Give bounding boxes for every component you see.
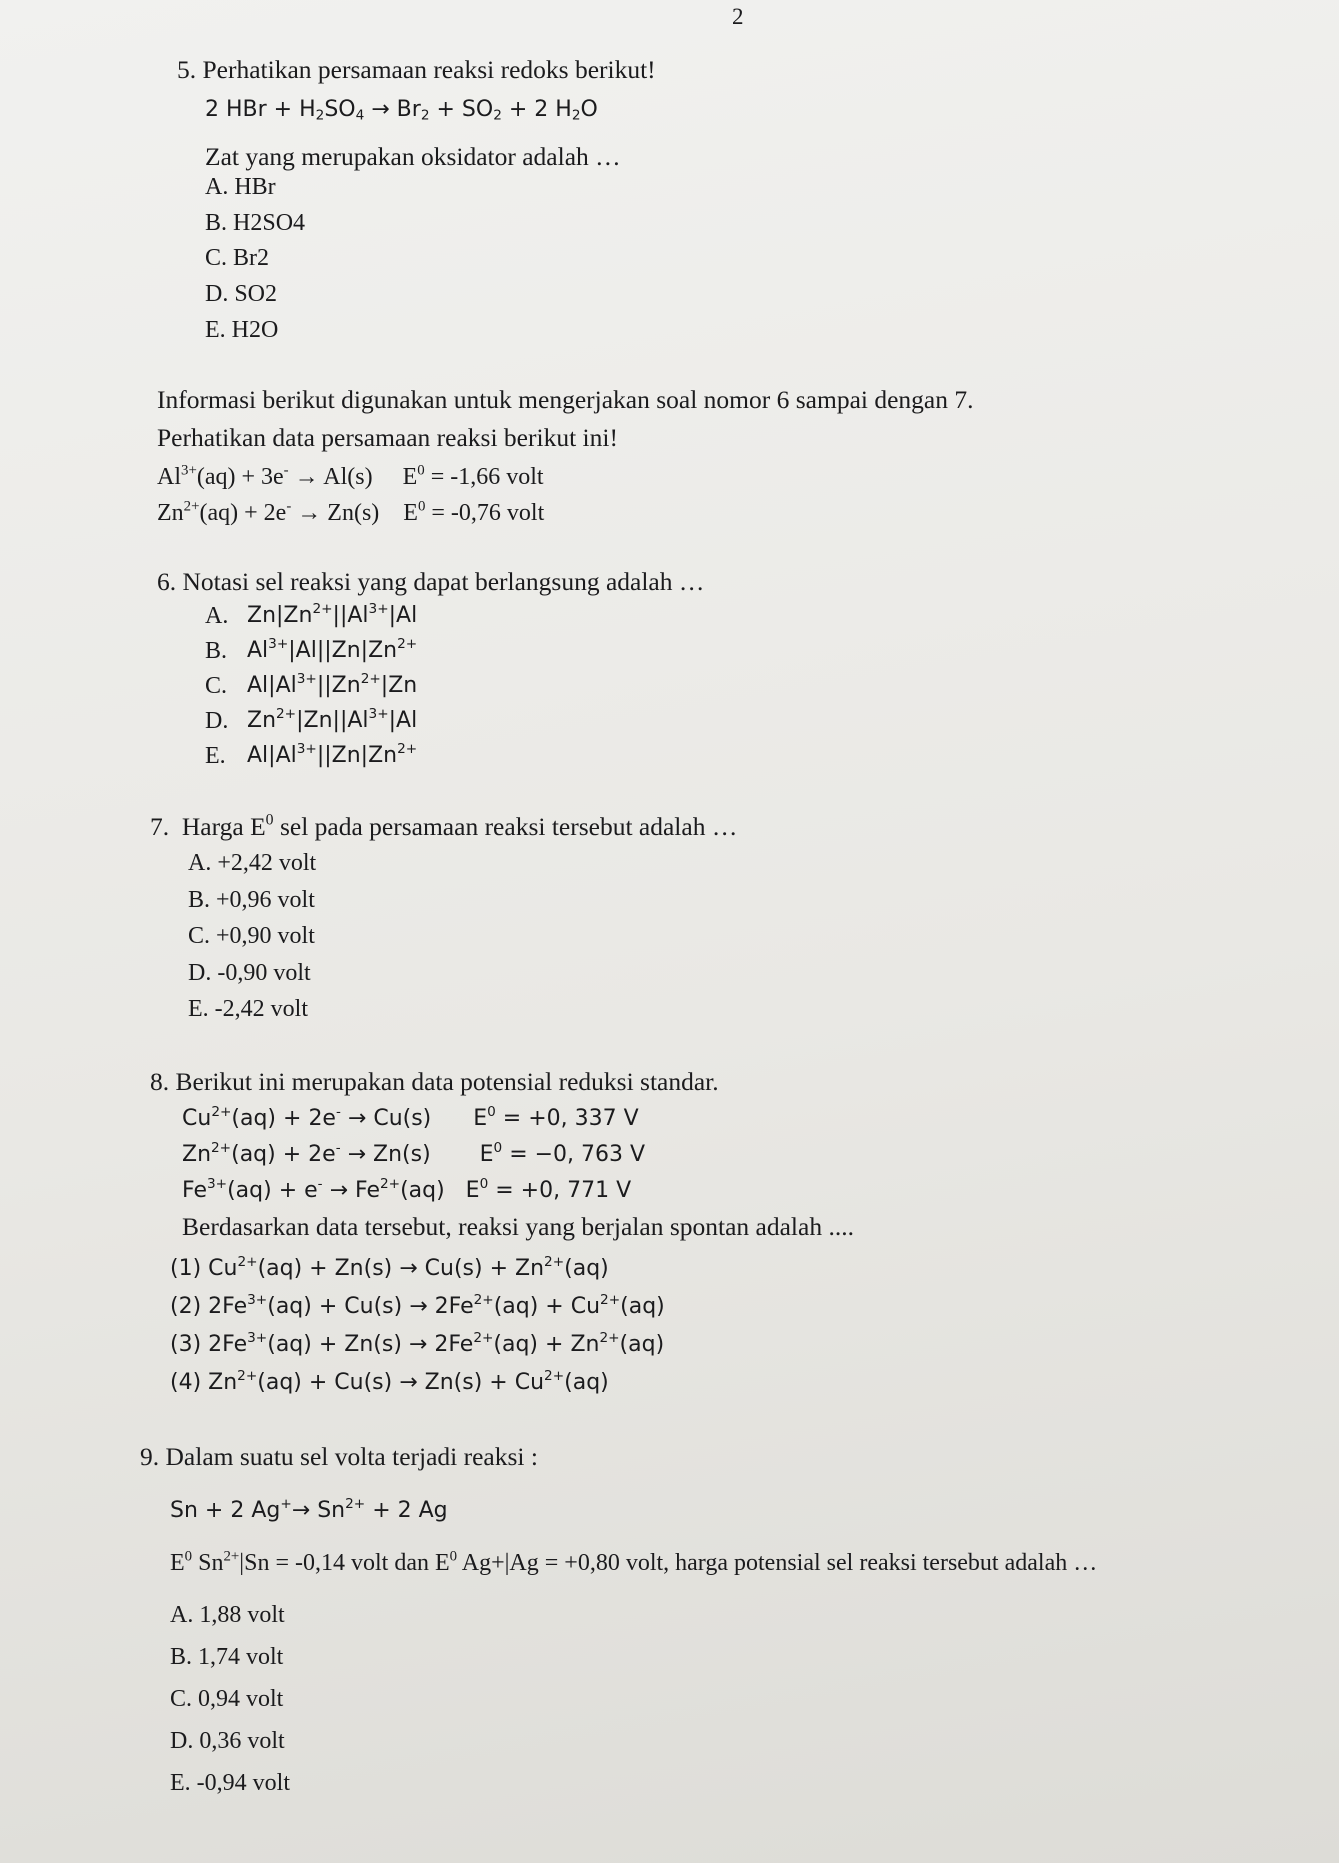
- q9-option-e[interactable]: E. -0,94 volt: [170, 1770, 290, 1796]
- q9-option-a[interactable]: A. 1,88 volt: [170, 1602, 285, 1628]
- q6-letter-a: A.: [205, 603, 229, 629]
- q6-letter-b: B.: [205, 638, 228, 664]
- info-equation-al: $Al^{3+}(aq) + 3e^- \to Al(s)$ $E^0 = -1,66$ volt: [157, 462, 544, 490]
- q8-item-4: (4) $Zn^{2+}(aq) + Cu(s) \to Zn(s) + Cu^{2+}(aq)$: [170, 1368, 609, 1395]
- info-line-2: Perhatikan data persamaan reaksi berikut ini!: [157, 423, 618, 452]
- q8-item-3: (3) $2Fe^{3+}(aq) + Zn(s) \to 2Fe^{2+}(aq) + Zn^{2+}(aq)$: [170, 1330, 665, 1357]
- q8-data-zn: $Zn^{2+}(aq) + 2e^- \to Zn(s)$ $E^0 = -0$, 763 V: [182, 1140, 646, 1167]
- q7-option-a[interactable]: A. +2,42 volt: [188, 850, 317, 876]
- q5-reaction: 2 HBr + $H_2SO_4 \to Br_2 + SO_2 + 2$ $H_2O$: [205, 97, 598, 124]
- q6-stem: 6. Notasi sel reaksi yang dapat berlangsung adalah …: [157, 567, 705, 596]
- q5-option-a[interactable]: A. HBr: [205, 174, 276, 200]
- q6-option-b[interactable]: $Al^{3+}|Al||Zn|Zn^{2+}$: [247, 636, 418, 663]
- q7-stem: 7. Harga $E^0$ sel pada persamaan reaksi tersebut adalah …: [150, 811, 738, 841]
- q9-option-b[interactable]: B. 1,74 volt: [170, 1644, 284, 1670]
- q7-option-c[interactable]: C. +0,90 volt: [188, 923, 315, 949]
- q6-option-a[interactable]: $Zn|Zn^{2+}||Al^{3+}|Al$: [247, 601, 418, 628]
- q8-question: Berdasarkan data tersebut, reaksi yang berjalan spontan adalah ....: [182, 1212, 854, 1241]
- q6-option-e[interactable]: $Al|Al^{3+}||Zn|Zn^{2+}$: [247, 741, 418, 768]
- info-equation-zn: $Zn^{2+}(aq) + 2e^- \to Zn(s)$ $E^0 = -0,76$ volt: [157, 498, 545, 526]
- q7-option-e[interactable]: E. -2,42 volt: [188, 996, 308, 1022]
- q9-given: $E^0$ $Sn^{2+}|Sn = -0,14$ volt dan $E^0$ Ag+|Ag = +0,80 volt, harga potensial sel reaksi tersebut adalah …: [170, 1548, 1098, 1576]
- q9-reaction: Sn + 2 $Ag^+\to Sn^{2+} + 2$ Ag: [170, 1496, 448, 1523]
- q9-option-c[interactable]: C. 0,94 volt: [170, 1686, 284, 1712]
- q6-option-d[interactable]: $Zn^{2+}|Zn||Al^{3+}|Al$: [247, 706, 418, 733]
- q5-question: Zat yang merupakan oksidator adalah …: [205, 142, 621, 171]
- q9-option-d[interactable]: D. 0,36 volt: [170, 1728, 285, 1754]
- q8-item-2: (2) $2Fe^{3+}(aq) + Cu(s) \to 2Fe^{2+}(aq) + Cu^{2+}(aq)$: [170, 1292, 665, 1319]
- info-line-1: Informasi berikut digunakan untuk mengerjakan soal nomor 6 sampai dengan 7.: [157, 385, 974, 414]
- q5-option-b[interactable]: B. H2SO4: [205, 210, 306, 236]
- q5-option-e[interactable]: E. H2O: [205, 317, 279, 343]
- q6-letter-d: D.: [205, 708, 229, 734]
- q7-option-b[interactable]: B. +0,96 volt: [188, 887, 315, 913]
- q6-option-c[interactable]: $Al|Al^{3+}||Zn^{2+}|Zn$: [247, 671, 418, 698]
- q5-stem: 5. Perhatikan persamaan reaksi redoks berikut!: [177, 55, 656, 84]
- q6-letter-e: E.: [205, 743, 226, 769]
- page-number: 2: [732, 4, 744, 29]
- q9-stem: 9. Dalam suatu sel volta terjadi reaksi :: [140, 1442, 538, 1471]
- q8-stem: 8. Berikut ini merupakan data potensial reduksi standar.: [150, 1067, 719, 1096]
- q8-item-1: (1) $Cu^{2+}(aq) + Zn(s) \to Cu(s) + Zn^{2+}(aq)$: [170, 1254, 609, 1281]
- q8-data-fe: $Fe^{3+}(aq) + e^- \to Fe^{2+}(aq) E^0 = +0$, 771 V: [182, 1176, 632, 1203]
- q5-option-c[interactable]: C. Br2: [205, 245, 270, 271]
- q7-option-d[interactable]: D. -0,90 volt: [188, 960, 311, 986]
- q8-data-cu: $Cu^{2+}(aq) + 2e^- \to Cu(s)$ $E^0 = +0$, 337 V: [182, 1104, 639, 1131]
- q6-letter-c: C.: [205, 673, 228, 699]
- q5-option-d[interactable]: D. SO2: [205, 281, 278, 307]
